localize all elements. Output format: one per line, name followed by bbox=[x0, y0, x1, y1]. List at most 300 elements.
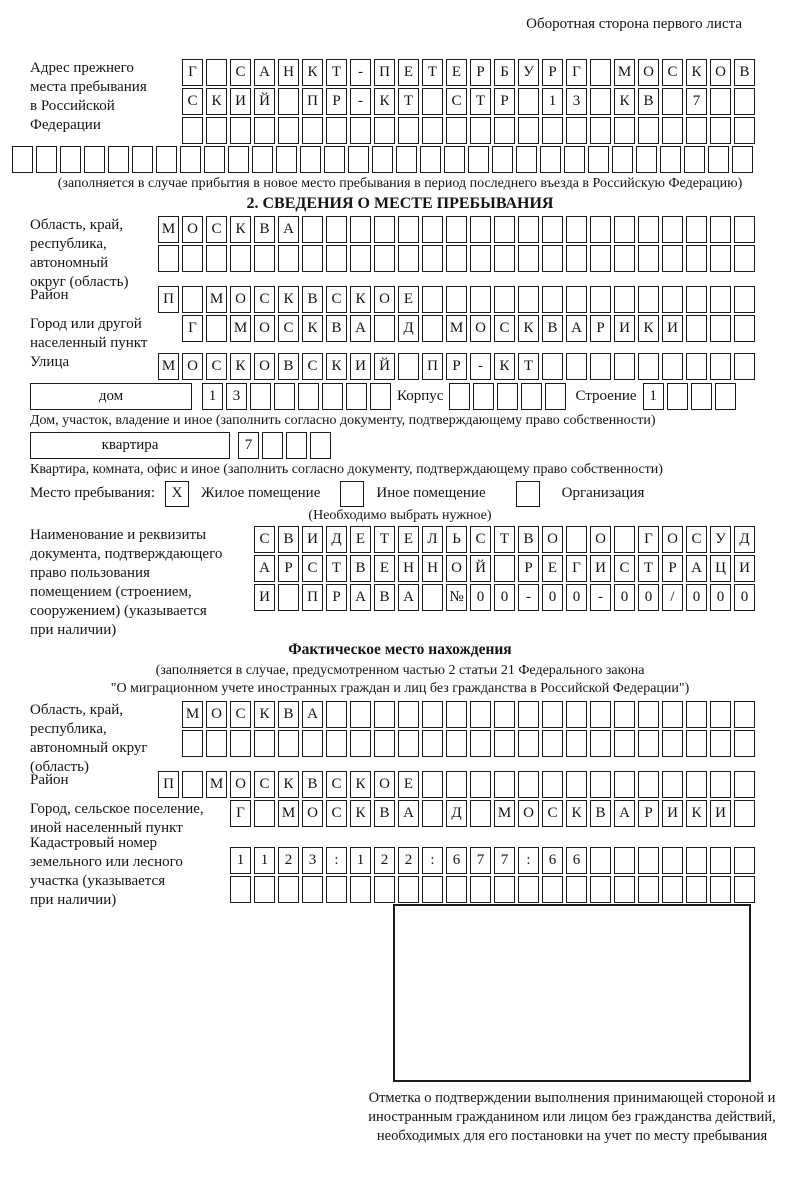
char-cell bbox=[182, 771, 203, 798]
char-cell bbox=[326, 876, 347, 903]
char-cell: П bbox=[302, 88, 323, 115]
char-cell bbox=[60, 146, 81, 173]
cadastral-label bbox=[0, 834, 230, 910]
stay-type-checkbox-org bbox=[516, 481, 540, 507]
char-cell bbox=[686, 245, 707, 272]
char-cell bbox=[374, 730, 395, 757]
char-cell bbox=[734, 876, 755, 903]
char-cell: Р bbox=[326, 88, 347, 115]
cell-row bbox=[230, 800, 758, 827]
char-cell bbox=[494, 216, 515, 243]
char-cell: В bbox=[278, 701, 299, 728]
char-cell: И bbox=[734, 555, 755, 582]
char-cell bbox=[398, 245, 419, 272]
char-cell: К bbox=[614, 88, 635, 115]
char-cell: С bbox=[302, 555, 323, 582]
char-cell bbox=[396, 146, 417, 173]
char-cell: И bbox=[662, 315, 683, 342]
char-cell bbox=[710, 730, 731, 757]
char-cell bbox=[734, 117, 755, 144]
char-cell: - bbox=[350, 59, 371, 86]
label-line: места пребывания bbox=[30, 79, 147, 95]
char-cell: А bbox=[254, 555, 275, 582]
char-cell bbox=[12, 146, 33, 173]
char-cell: О bbox=[254, 353, 275, 380]
char-cell bbox=[422, 117, 443, 144]
char-cell bbox=[710, 245, 731, 272]
char-cell bbox=[398, 216, 419, 243]
char-cell bbox=[494, 730, 515, 757]
char-cell: 2 bbox=[374, 847, 395, 874]
char-cell bbox=[590, 701, 611, 728]
char-cell bbox=[374, 245, 395, 272]
char-cell: Т bbox=[518, 353, 539, 380]
char-cell: О bbox=[230, 286, 251, 313]
char-cell bbox=[614, 353, 635, 380]
char-cell bbox=[182, 245, 203, 272]
char-cell bbox=[446, 730, 467, 757]
label-line: автономный округ bbox=[30, 740, 148, 756]
char-cell bbox=[662, 88, 683, 115]
label-line: Город, сельское поселение, bbox=[30, 801, 204, 817]
char-cell: Н bbox=[422, 555, 443, 582]
char-cell: О bbox=[206, 701, 227, 728]
char-cell bbox=[566, 730, 587, 757]
char-cell: Е bbox=[398, 59, 419, 86]
char-cell: М bbox=[278, 800, 299, 827]
char-cell bbox=[518, 245, 539, 272]
char-cell bbox=[350, 245, 371, 272]
char-cell bbox=[734, 800, 755, 827]
char-cell bbox=[638, 876, 659, 903]
char-cell: Й bbox=[254, 88, 275, 115]
char-cell bbox=[638, 701, 659, 728]
char-cell bbox=[734, 216, 755, 243]
char-cell: Е bbox=[446, 59, 467, 86]
char-cell bbox=[662, 730, 683, 757]
char-cell: Ц bbox=[710, 555, 731, 582]
char-cell: Т bbox=[494, 526, 515, 553]
char-cell bbox=[542, 286, 563, 313]
char-cell: К bbox=[278, 286, 299, 313]
char-cell: К bbox=[686, 800, 707, 827]
char-cell bbox=[182, 117, 203, 144]
header-note: Оборотная сторона первого листа bbox=[526, 16, 742, 32]
char-cell bbox=[732, 146, 753, 173]
cell-row bbox=[158, 771, 758, 798]
char-cell: Р bbox=[278, 555, 299, 582]
char-cell bbox=[470, 800, 491, 827]
char-cell bbox=[446, 701, 467, 728]
char-cell: 6 bbox=[566, 847, 587, 874]
cell-row bbox=[182, 59, 758, 86]
label-line: в Российской bbox=[30, 98, 115, 114]
char-cell: - bbox=[590, 584, 611, 611]
char-cell: В bbox=[638, 88, 659, 115]
char-cell bbox=[492, 146, 513, 173]
char-cell: А bbox=[614, 800, 635, 827]
char-cell: И bbox=[590, 555, 611, 582]
char-cell bbox=[590, 117, 611, 144]
char-cell: : bbox=[326, 847, 347, 874]
field-region bbox=[0, 216, 800, 290]
char-cell: - bbox=[350, 88, 371, 115]
char-cell bbox=[518, 876, 539, 903]
actual-location-title: Фактическое место нахождения bbox=[288, 641, 512, 658]
char-cell: 0 bbox=[686, 584, 707, 611]
char-cell: М bbox=[230, 315, 251, 342]
char-cell bbox=[710, 216, 731, 243]
char-cell bbox=[302, 245, 323, 272]
char-cell: Е bbox=[398, 771, 419, 798]
char-cell bbox=[446, 876, 467, 903]
char-cell: С bbox=[254, 286, 275, 313]
char-cell bbox=[686, 315, 707, 342]
field-prev-address bbox=[0, 59, 800, 146]
char-cell bbox=[590, 730, 611, 757]
char-cell: 1 bbox=[202, 383, 223, 410]
apartment-row bbox=[30, 431, 800, 460]
char-cell: Г bbox=[182, 59, 203, 86]
label-line: (область) bbox=[30, 759, 89, 775]
char-cell bbox=[470, 730, 491, 757]
stamp-area-box bbox=[393, 904, 751, 1082]
char-cell: 0 bbox=[470, 584, 491, 611]
apartment-note: Квартира, комната, офис и иное (заполнить согласно документу, подтверждающему право собственности) bbox=[30, 462, 663, 477]
label-line: автономный bbox=[30, 255, 109, 271]
char-cell bbox=[182, 286, 203, 313]
char-cell: Е bbox=[542, 555, 563, 582]
label-line: Адрес прежнего bbox=[30, 60, 134, 76]
char-cell: Р bbox=[638, 800, 659, 827]
char-cell bbox=[710, 701, 731, 728]
stay-type-option-org: Организация bbox=[561, 485, 645, 501]
char-cell: О bbox=[254, 315, 275, 342]
label-line: участка (указывается bbox=[30, 873, 166, 889]
char-cell: В bbox=[278, 526, 299, 553]
char-cell bbox=[734, 286, 755, 313]
char-cell bbox=[326, 216, 347, 243]
char-cell bbox=[422, 286, 443, 313]
cell-row bbox=[254, 555, 758, 582]
cell-row bbox=[158, 216, 758, 243]
section2-title: 2. СВЕДЕНИЯ О МЕСТЕ ПРЕБЫВАНИЯ bbox=[246, 195, 554, 212]
char-cell: В bbox=[302, 286, 323, 313]
char-cell bbox=[206, 730, 227, 757]
char-cell bbox=[614, 847, 635, 874]
stay-type-note: (Необходимо выбрать нужное) bbox=[308, 508, 492, 523]
char-cell bbox=[686, 353, 707, 380]
char-cell bbox=[278, 245, 299, 272]
korpus-label: Корпус bbox=[397, 388, 444, 404]
char-cell bbox=[422, 216, 443, 243]
char-cell: У bbox=[518, 59, 539, 86]
char-cell bbox=[564, 146, 585, 173]
char-cell bbox=[686, 701, 707, 728]
char-cell bbox=[734, 730, 755, 757]
char-cell bbox=[370, 383, 391, 410]
char-cell bbox=[521, 383, 542, 410]
char-cell: Р bbox=[446, 353, 467, 380]
char-cell bbox=[710, 117, 731, 144]
char-cell: В bbox=[278, 353, 299, 380]
char-cell: А bbox=[350, 584, 371, 611]
char-cell bbox=[473, 383, 494, 410]
char-cell bbox=[638, 245, 659, 272]
label-line: помещением (строением, bbox=[30, 584, 192, 600]
char-cell: О bbox=[182, 353, 203, 380]
char-cell: А bbox=[398, 800, 419, 827]
char-cell bbox=[286, 432, 307, 459]
char-cell bbox=[206, 245, 227, 272]
label-line: Область, край, bbox=[30, 702, 124, 718]
label-line: Город или другой bbox=[30, 316, 142, 332]
cell-row bbox=[254, 526, 758, 553]
char-cell bbox=[398, 876, 419, 903]
label-line: Область, край, bbox=[30, 217, 124, 233]
char-cell: С bbox=[254, 526, 275, 553]
char-cell: О bbox=[446, 555, 467, 582]
char-cell: Г bbox=[566, 59, 587, 86]
cell-row bbox=[158, 286, 758, 313]
char-cell: С bbox=[230, 59, 251, 86]
char-cell bbox=[36, 146, 57, 173]
char-cell bbox=[374, 315, 395, 342]
char-cell bbox=[262, 432, 283, 459]
city-label bbox=[0, 315, 182, 353]
char-cell bbox=[614, 771, 635, 798]
char-cell: Д bbox=[398, 315, 419, 342]
char-cell bbox=[422, 88, 443, 115]
stay-type-option-zhiloe: Жилое помещение bbox=[201, 485, 321, 501]
char-cell bbox=[686, 216, 707, 243]
char-cell: О bbox=[374, 286, 395, 313]
char-cell bbox=[444, 146, 465, 173]
char-cell bbox=[326, 117, 347, 144]
region-label bbox=[0, 216, 158, 292]
char-cell bbox=[470, 701, 491, 728]
char-cell bbox=[518, 730, 539, 757]
label-line: документа, подтверждающего bbox=[30, 546, 223, 562]
char-cell bbox=[710, 847, 731, 874]
char-cell bbox=[374, 117, 395, 144]
char-cell: 0 bbox=[542, 584, 563, 611]
char-cell bbox=[612, 146, 633, 173]
char-cell bbox=[494, 876, 515, 903]
label-line: иной населенный пункт bbox=[30, 820, 183, 836]
char-cell bbox=[374, 701, 395, 728]
char-cell bbox=[686, 771, 707, 798]
char-cell: С bbox=[278, 315, 299, 342]
char-cell bbox=[302, 117, 323, 144]
label-line: Район bbox=[30, 772, 69, 788]
char-cell bbox=[494, 286, 515, 313]
char-cell bbox=[686, 730, 707, 757]
label-line: при наличии) bbox=[30, 892, 117, 908]
char-cell: 0 bbox=[566, 584, 587, 611]
char-cell bbox=[710, 876, 731, 903]
char-cell: К bbox=[374, 88, 395, 115]
char-cell bbox=[298, 383, 319, 410]
char-cell: М bbox=[446, 315, 467, 342]
cell-row bbox=[230, 876, 758, 903]
char-cell bbox=[302, 216, 323, 243]
char-cell bbox=[590, 245, 611, 272]
char-cell bbox=[346, 383, 367, 410]
char-cell bbox=[468, 146, 489, 173]
char-cell: 1 bbox=[230, 847, 251, 874]
char-cell: К bbox=[302, 59, 323, 86]
char-cell bbox=[590, 286, 611, 313]
char-cell bbox=[470, 245, 491, 272]
char-cell: О bbox=[182, 216, 203, 243]
char-cell: О bbox=[374, 771, 395, 798]
char-cell bbox=[326, 730, 347, 757]
char-cell bbox=[734, 771, 755, 798]
char-cell bbox=[590, 876, 611, 903]
char-cell: О bbox=[302, 800, 323, 827]
char-cell bbox=[734, 245, 755, 272]
char-cell bbox=[614, 286, 635, 313]
char-cell: С bbox=[614, 555, 635, 582]
char-cell bbox=[691, 383, 712, 410]
char-cell bbox=[254, 800, 275, 827]
label-line: Федерации bbox=[30, 117, 101, 133]
char-cell bbox=[710, 353, 731, 380]
char-cell: В bbox=[590, 800, 611, 827]
cell-row bbox=[158, 353, 758, 380]
street-label bbox=[0, 353, 158, 372]
char-cell: К bbox=[494, 353, 515, 380]
prev-address-label bbox=[0, 59, 182, 135]
char-cell: К bbox=[518, 315, 539, 342]
char-cell bbox=[324, 146, 345, 173]
char-cell bbox=[518, 88, 539, 115]
char-cell bbox=[422, 315, 443, 342]
char-cell: 1 bbox=[643, 383, 664, 410]
char-cell: О bbox=[542, 526, 563, 553]
char-cell: 3 bbox=[302, 847, 323, 874]
char-cell bbox=[662, 286, 683, 313]
char-cell: К bbox=[638, 315, 659, 342]
char-cell bbox=[566, 286, 587, 313]
char-cell bbox=[542, 876, 563, 903]
char-cell: М bbox=[494, 800, 515, 827]
char-cell: О bbox=[638, 59, 659, 86]
char-cell: С bbox=[494, 315, 515, 342]
char-cell: Т bbox=[638, 555, 659, 582]
stamp-caption: Отметка о подтверждении выполнения принимающей стороной и иностранным гражданином или лицом без гражданства действий, необходимых для его постановки на учет по месту пребывания bbox=[368, 1090, 776, 1144]
char-cell bbox=[398, 117, 419, 144]
char-cell: С bbox=[662, 59, 683, 86]
char-cell: А bbox=[350, 315, 371, 342]
char-cell bbox=[614, 730, 635, 757]
char-cell bbox=[518, 771, 539, 798]
char-cell: У bbox=[710, 526, 731, 553]
char-cell bbox=[734, 315, 755, 342]
char-cell: С bbox=[206, 353, 227, 380]
char-cell bbox=[422, 771, 443, 798]
char-cell bbox=[662, 701, 683, 728]
char-cell: А bbox=[686, 555, 707, 582]
char-cell: Ь bbox=[446, 526, 467, 553]
char-cell: Т bbox=[374, 526, 395, 553]
char-cell bbox=[518, 701, 539, 728]
char-cell: С bbox=[446, 88, 467, 115]
char-cell: Й bbox=[470, 555, 491, 582]
char-cell: С bbox=[182, 88, 203, 115]
cell-row bbox=[643, 383, 739, 410]
char-cell: К bbox=[278, 771, 299, 798]
actual-district-label bbox=[0, 771, 158, 790]
char-cell bbox=[734, 847, 755, 874]
char-cell bbox=[710, 286, 731, 313]
char-cell: Е bbox=[350, 526, 371, 553]
char-cell: О bbox=[590, 526, 611, 553]
char-cell bbox=[108, 146, 129, 173]
district-label bbox=[0, 286, 158, 305]
char-cell: О bbox=[470, 315, 491, 342]
char-cell bbox=[614, 216, 635, 243]
char-cell: П bbox=[374, 59, 395, 86]
char-cell: В bbox=[518, 526, 539, 553]
actual-region-label bbox=[0, 701, 182, 777]
field-actual-city bbox=[0, 800, 800, 834]
char-cell: К bbox=[566, 800, 587, 827]
char-cell bbox=[230, 876, 251, 903]
char-cell bbox=[230, 245, 251, 272]
char-cell: : bbox=[518, 847, 539, 874]
char-cell bbox=[614, 876, 635, 903]
char-cell bbox=[715, 383, 736, 410]
char-cell: Б bbox=[494, 59, 515, 86]
char-cell bbox=[446, 216, 467, 243]
char-cell bbox=[278, 730, 299, 757]
char-cell bbox=[254, 117, 275, 144]
char-cell: М bbox=[614, 59, 635, 86]
char-cell: К bbox=[350, 800, 371, 827]
char-cell bbox=[372, 146, 393, 173]
actual-city-label bbox=[0, 800, 230, 838]
char-cell: М bbox=[206, 286, 227, 313]
char-cell: Г bbox=[566, 555, 587, 582]
char-cell bbox=[422, 876, 443, 903]
cell-row bbox=[254, 584, 758, 611]
char-cell bbox=[590, 216, 611, 243]
char-cell bbox=[516, 146, 537, 173]
label-line: Наименование и реквизиты bbox=[30, 527, 207, 543]
char-cell: С bbox=[326, 771, 347, 798]
char-cell bbox=[278, 584, 299, 611]
char-cell bbox=[446, 245, 467, 272]
char-cell bbox=[230, 117, 251, 144]
char-cell bbox=[204, 146, 225, 173]
char-cell bbox=[662, 847, 683, 874]
char-cell: 6 bbox=[542, 847, 563, 874]
char-cell bbox=[350, 216, 371, 243]
document-label bbox=[0, 526, 254, 640]
char-cell bbox=[420, 146, 441, 173]
char-cell: В bbox=[254, 216, 275, 243]
char-cell bbox=[708, 146, 729, 173]
char-cell: 7 bbox=[470, 847, 491, 874]
char-cell: 6 bbox=[446, 847, 467, 874]
stroenie-label: Строение bbox=[575, 388, 637, 404]
char-cell: К bbox=[326, 353, 347, 380]
char-cell bbox=[518, 216, 539, 243]
char-cell: Е bbox=[374, 555, 395, 582]
char-cell bbox=[734, 88, 755, 115]
